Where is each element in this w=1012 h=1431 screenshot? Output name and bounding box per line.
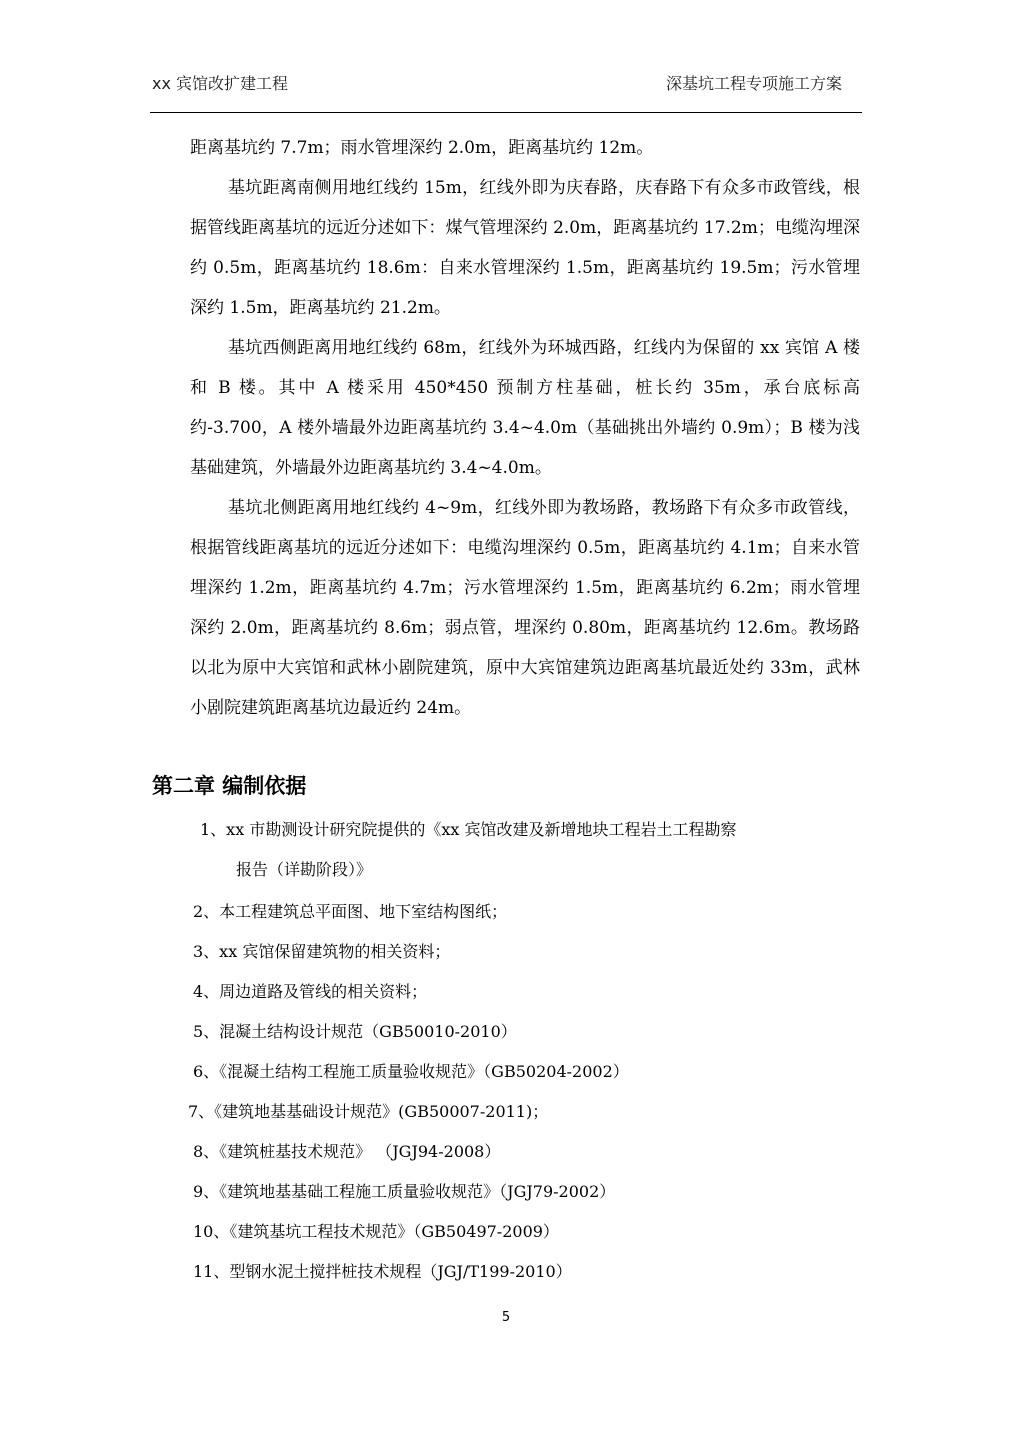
reference-item-8: 8、《建筑桩基技术规范》 （JGJ94-2008） xyxy=(193,1142,501,1161)
reference-item-7: 7、《建筑地基基础设计规范》(GB50007-2011)； xyxy=(188,1102,549,1121)
reference-item-2: 2、本工程建筑总平面图、地下室结构图纸； xyxy=(193,902,508,921)
reference-item-6: 6、《混凝土结构工程施工质量验收规范》（GB50204-2002） xyxy=(193,1062,629,1081)
reference-item-5: 5、混凝土结构设计规范（GB50010-2010） xyxy=(193,1022,517,1041)
paragraph-continued: 距离基坑约 7.7m；雨水管埋深约 2.0m，距离基坑约 12m。 xyxy=(190,138,654,158)
page-number: 5 xyxy=(501,1310,511,1325)
body-text xyxy=(190,128,860,728)
reference-item-4: 4、周边道路及管线的相关资料； xyxy=(193,982,428,1001)
reference-item-9: 9、《建筑地基基础工程施工质量验收规范》（JGJ79-2002） xyxy=(193,1182,616,1201)
reference-item-1 xyxy=(200,810,860,890)
paragraph-south-side: 基坑距离南侧用地红线约 15m，红线外即为庆春路，庆春路下有众多市政管线，根据管线距离基坑的远近分述如下：煤气管埋深约 2.0m，距离基坑约 17.2m；电缆沟埋深约 0.5m，距离基坑约 18.6m：自来水管埋深约 1.5m，距离基坑约 19.5m；污水管埋深约 1.5m，距离基坑约 21.2m。 xyxy=(190,178,860,318)
header-project-title: xx 宾馆改扩建工程 xyxy=(152,74,289,93)
header-document-title: 深基坑工程专项施工方案 xyxy=(665,74,842,93)
reference-item-10: 10、《建筑基坑工程技术规范》（GB50497-2009） xyxy=(193,1222,559,1241)
paragraph-west-side: 基坑西侧距离用地红线约 68m，红线外为环城西路，红线内为保留的 xx 宾馆 A 楼和 B 楼。其中 A 楼采用 450*450 预制方柱基础，桩长约 35m，承台底标高约-3.700，A 楼外墙最外边距离基坑约 3.4~4.0m（基础挑出外墙约 0.9m）；B 楼为浅基础建筑，外墙最外边距离基坑约 3.4~4.0m。 xyxy=(190,338,860,478)
paragraph-north-side: 基坑北侧距离用地红线约 4~9m，红线外即为教场路，教场路下有众多市政管线，根据管线距离基坑的远近分述如下：电缆沟埋深约 0.5m，距离基坑约 4.1m；自来水管埋深约 1.2m，距离基坑约 4.7m；污水管埋深约 1.5m，距离基坑约 6.2m；雨水管埋深约 2.0m，距离基坑约 8.6m；弱点管，埋深约 0.80m，距离基坑约 12.6m。教场路以北为原中大宾馆和武林小剧院建筑，原中大宾馆建筑边距离基坑最近处约 33m，武林小剧院建筑距离基坑边最近约 24m。 xyxy=(190,498,860,718)
chapter-heading: 第二章 编制依据 xyxy=(152,774,307,798)
reference-item-11: 11、型钢水泥土搅拌桩技术规程（JGJ/T199-2010） xyxy=(193,1262,572,1281)
reference-item-3: 3、xx 宾馆保留建筑物的相关资料； xyxy=(193,942,451,961)
reference-item-1-line1: 1、xx 市勘测设计研究院提供的《xx 宾馆改建及新增地块工程岩土工程勘察 xyxy=(200,820,737,839)
reference-item-1-line2: 报告（详勘阶段）》 xyxy=(236,860,373,879)
header-divider xyxy=(150,112,862,113)
